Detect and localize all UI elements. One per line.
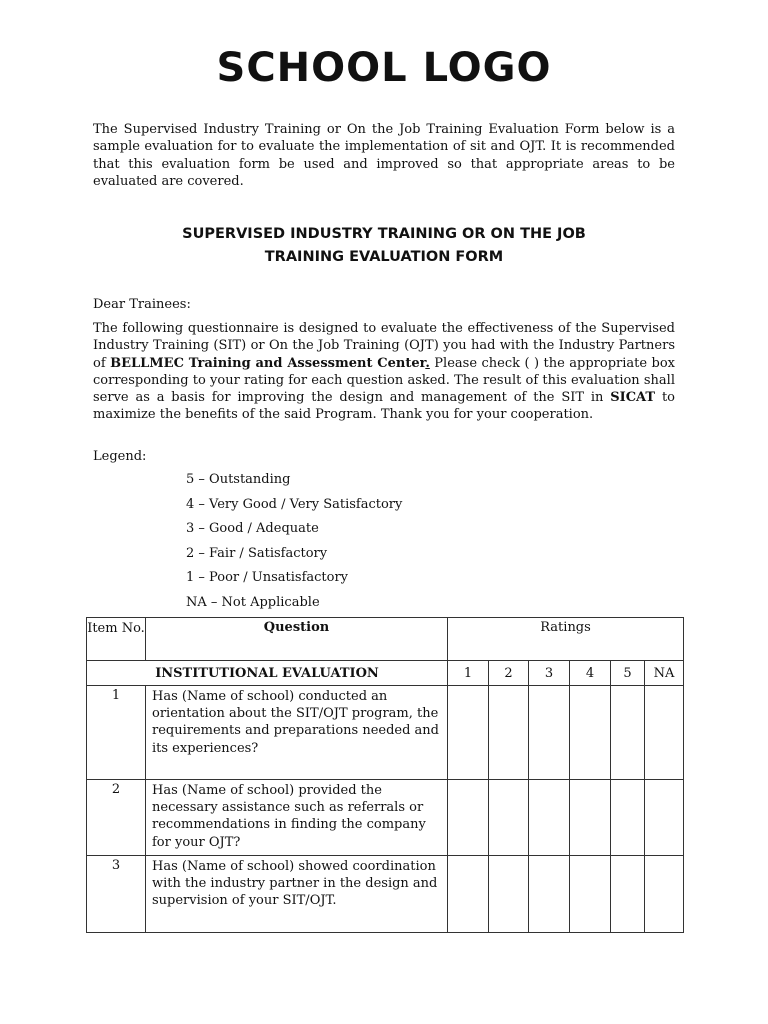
salutation: Dear Trainees: (93, 297, 191, 312)
rating-col-5: 5 (611, 661, 645, 686)
legend-item: 1 – Poor / Unsatisfactory (186, 570, 349, 586)
rating-checkbox-3[interactable] (529, 686, 570, 780)
rating-checkbox-1[interactable] (448, 856, 489, 933)
rating-col-na: NA (645, 661, 684, 686)
table-row (87, 856, 684, 933)
header-item-no: Item No. (87, 618, 146, 661)
instructions-part-1: The following questionnaire is designed to evaluate the effectiveness of the Supervised Industry Training (SIT) or On the Job Training (OJT) you had with the Industry Partners of (93, 321, 675, 371)
section-title-institutional: INSTITUTIONAL EVALUATION (87, 661, 448, 686)
rating-col-3: 3 (529, 661, 570, 686)
rating-checkbox-4[interactable] (570, 780, 611, 856)
item-number: 3 (87, 856, 146, 933)
legend-item: 5 – Outstanding (186, 472, 291, 487)
table-row (87, 686, 684, 780)
rating-checkbox-5[interactable] (611, 780, 645, 856)
question-text: Has (Name of school) conducted an orientation about the SIT/OJT program, the requirements and preparations needed and its experiences? (146, 686, 448, 780)
legend-item: 2 – Fair / Satisfactory (186, 545, 328, 561)
legend-list (186, 471, 402, 619)
table-header-row (87, 618, 684, 661)
instructions-part-2: Please check ( ) the appropriate box corresponding to your rating for each question asked. The result of this evaluation shall serve as a basis for improving the design and management of the SIT in (93, 355, 675, 406)
rating-checkbox-5[interactable] (611, 686, 645, 780)
rating-checkbox-5[interactable] (611, 856, 645, 933)
rating-col-4: 4 (570, 661, 611, 686)
rating-checkbox-1[interactable] (448, 780, 489, 856)
question-text: Has (Name of school) provided the necessary assistance such as referrals or recommendations in finding the company for your OJT? (146, 780, 448, 856)
rating-col-1: 1 (448, 661, 489, 686)
rating-checkbox-na[interactable] (645, 686, 684, 780)
industry-partner-name: BELLMEC Training and Assessment Center (110, 355, 426, 371)
form-title-line-2: TRAINING EVALUATION FORM (264, 249, 504, 265)
rating-checkbox-2[interactable] (489, 780, 529, 856)
partner-period: . (425, 355, 430, 371)
legend-item: 4 – Very Good / Very Satisfactory (186, 496, 403, 512)
rating-checkbox-3[interactable] (529, 856, 570, 933)
instructions-part-3: to maximize the benefits of the said Program. Thank you for your cooperation. (93, 390, 675, 423)
legend-item: NA – Not Applicable (186, 594, 320, 610)
legend-item: 3 – Good / Adequate (186, 521, 319, 537)
rating-col-2: 2 (489, 661, 529, 686)
legend-label: Legend: (93, 449, 147, 464)
form-title-line-1: SUPERVISED INDUSTRY TRAINING OR ON THE JOB (182, 226, 586, 242)
section-header-row (87, 661, 684, 686)
evaluation-table (86, 617, 684, 933)
rating-checkbox-3[interactable] (529, 780, 570, 856)
intro-paragraph: The Supervised Industry Training or On the Job Training Evaluation Form below is a sample evaluation for to evaluate the implementation of sit and OJT. It is recommended that this evaluation form be used and improved so that appropriate areas to be evaluated are covered. (93, 122, 675, 189)
rating-checkbox-1[interactable] (448, 686, 489, 780)
item-number: 2 (87, 780, 146, 856)
instructions-paragraph (93, 320, 675, 424)
form-title (93, 223, 675, 269)
question-text: Has (Name of school) showed coordination with the industry partner in the design and supervision of your SIT/OJT. (146, 856, 448, 933)
rating-checkbox-na[interactable] (645, 856, 684, 933)
rating-checkbox-2[interactable] (489, 686, 529, 780)
rating-checkbox-4[interactable] (570, 686, 611, 780)
header-ratings: Ratings (448, 618, 684, 661)
item-number: 1 (87, 686, 146, 780)
table-row (87, 780, 684, 856)
rating-checkbox-2[interactable] (489, 856, 529, 933)
header-question: Question (146, 618, 448, 661)
rating-checkbox-4[interactable] (570, 856, 611, 933)
rating-checkbox-na[interactable] (645, 780, 684, 856)
school-logo-text: SCHOOL LOGO (216, 45, 552, 91)
school-name: SICAT (610, 390, 656, 406)
